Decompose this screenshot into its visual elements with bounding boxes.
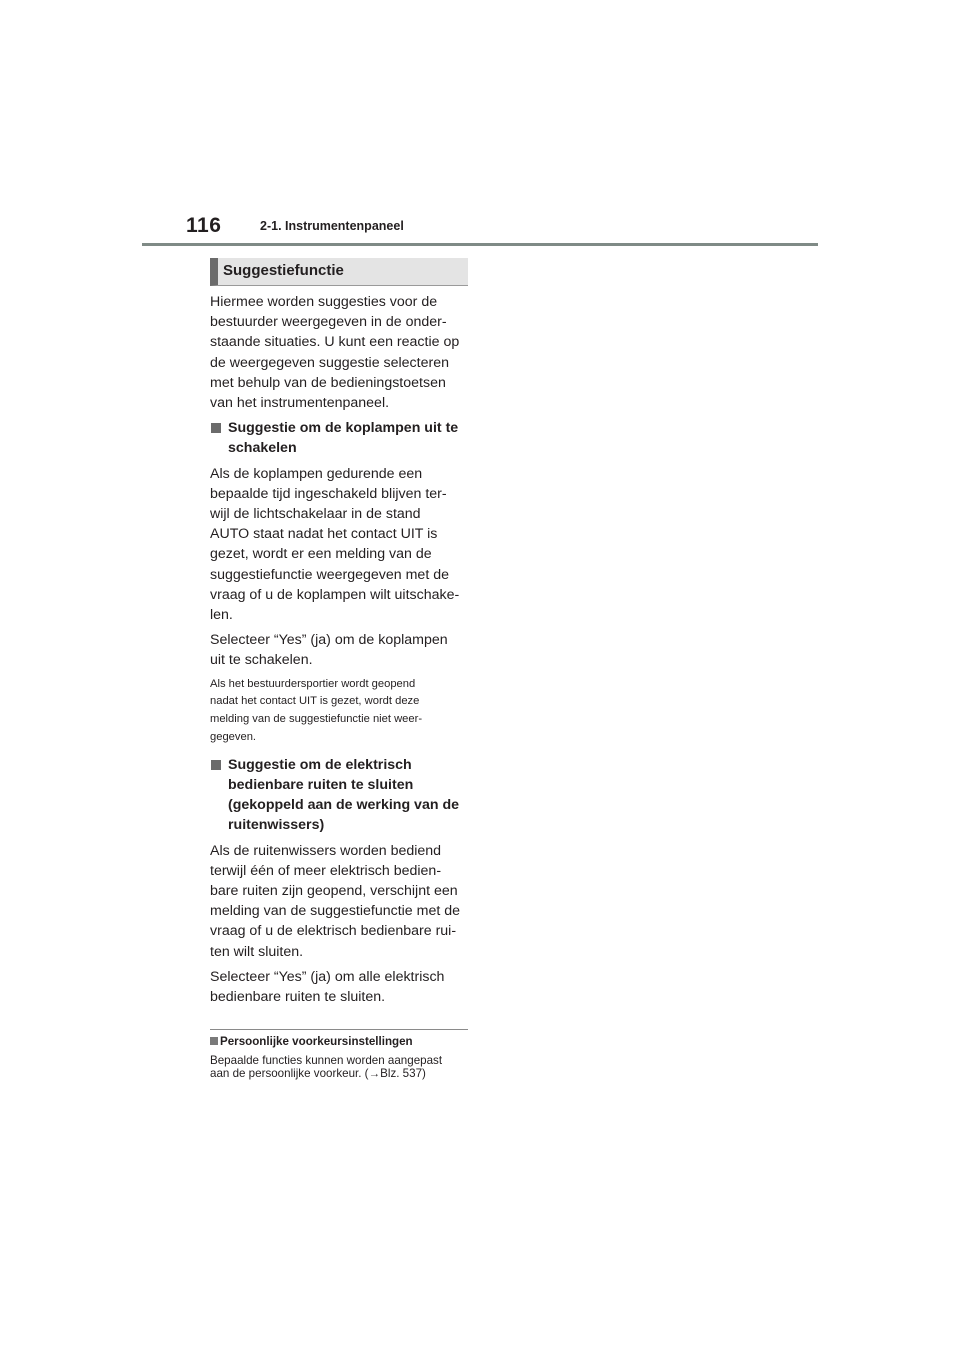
page-number: 116 xyxy=(186,214,222,237)
text-line: aan de persoonlijke voorkeur. (→Blz. 537) xyxy=(210,1066,426,1080)
text-line: Als de ruitenwissers worden bediend xyxy=(210,842,442,859)
heading-line: (gekoppeld aan de werking van de xyxy=(228,797,459,814)
section-title-box xyxy=(210,258,468,286)
text-line: AUTO staat nadat het contact UIT is xyxy=(210,526,438,543)
text-line: uit te schakelen. xyxy=(210,652,313,669)
text-line: terwijl één of meer elektrisch bedien- xyxy=(210,862,442,879)
text-line: nadat het contact UIT is gezet, wordt deze xyxy=(210,695,420,708)
text-line: bedienbare ruiten te sluiten. xyxy=(210,989,386,1006)
footnote-title xyxy=(210,1034,468,1049)
heading-line: Suggestie om de koplampen uit te xyxy=(228,420,459,437)
text-line: met behulp van de bedieningstoetsen xyxy=(210,374,446,391)
subheading-windows xyxy=(210,755,468,836)
text-line: vraag of u de elektrisch bedienbare rui- xyxy=(210,923,457,940)
text-line: Selecteer “Yes” (ja) om alle elektrisch xyxy=(210,968,445,985)
main-content xyxy=(210,292,468,1080)
windows-select-paragraph xyxy=(210,967,468,1007)
heading-line: bedienbare ruiten te sluiten xyxy=(228,777,414,794)
text-line: Als het bestuurdersportier wordt geopend xyxy=(210,677,416,690)
text-line: Als de koplampen gedurende een xyxy=(210,465,423,482)
footnote-rule xyxy=(210,1029,468,1030)
text-line: gegeven. xyxy=(210,731,257,744)
text-line: bestuurder weergegeven in de onder- xyxy=(210,314,447,331)
text-line: de weergegeven suggestie selecteren xyxy=(210,354,449,371)
text-line: suggestiefunctie weergegeven met de xyxy=(210,566,449,583)
text-line: melding van de suggestiefunctie met de xyxy=(210,903,461,920)
text-line: bare ruiten zijn geopend, verschijnt een xyxy=(210,883,458,900)
section-title: Suggestiefunctie xyxy=(223,262,344,279)
headlights-note xyxy=(210,676,468,747)
text-line: bepaalde tijd ingeschakeld blijven ter- xyxy=(210,485,447,502)
windows-paragraph xyxy=(210,841,468,962)
square-bullet-icon xyxy=(210,1037,218,1045)
footnote-text xyxy=(210,1055,468,1080)
text-line: staande situaties. U kunt een reactie op xyxy=(210,334,460,351)
header-rule xyxy=(142,243,818,246)
text-line: ten wilt sluiten. xyxy=(210,943,304,960)
text-line: vraag of u de koplampen wilt uitschake- xyxy=(210,586,460,603)
heading-line: ruitenwissers) xyxy=(228,817,325,834)
text-line: wijl de lichtschakelaar in de stand xyxy=(210,506,421,523)
text-line: Selecteer “Yes” (ja) om de koplampen xyxy=(210,632,448,649)
text-line: Hiermee worden suggesties voor de xyxy=(210,294,438,310)
text-line: gezet, wordt er een melding van de xyxy=(210,546,432,563)
square-bullet-icon xyxy=(211,760,221,770)
text-line: melding van de suggestiefunctie niet weer- xyxy=(210,713,423,726)
heading-line: Suggestie om de elektrisch xyxy=(228,756,412,773)
subheading-headlights xyxy=(210,418,468,458)
text-line: van het instrumentenpaneel. xyxy=(210,395,390,412)
headlights-paragraph xyxy=(210,464,468,626)
square-bullet-icon xyxy=(211,423,221,433)
section-header: 2-1. Instrumentenpaneel xyxy=(260,219,404,233)
heading-line: schakelen xyxy=(228,440,297,457)
intro-paragraph xyxy=(210,292,468,413)
footnote-title-text: Persoonlijke voorkeursinstellingen xyxy=(220,1035,413,1049)
text-line: len. xyxy=(210,607,233,624)
headlights-select-paragraph xyxy=(210,630,468,670)
text-line: Bepaalde functies kunnen worden aangepast xyxy=(210,1054,443,1068)
